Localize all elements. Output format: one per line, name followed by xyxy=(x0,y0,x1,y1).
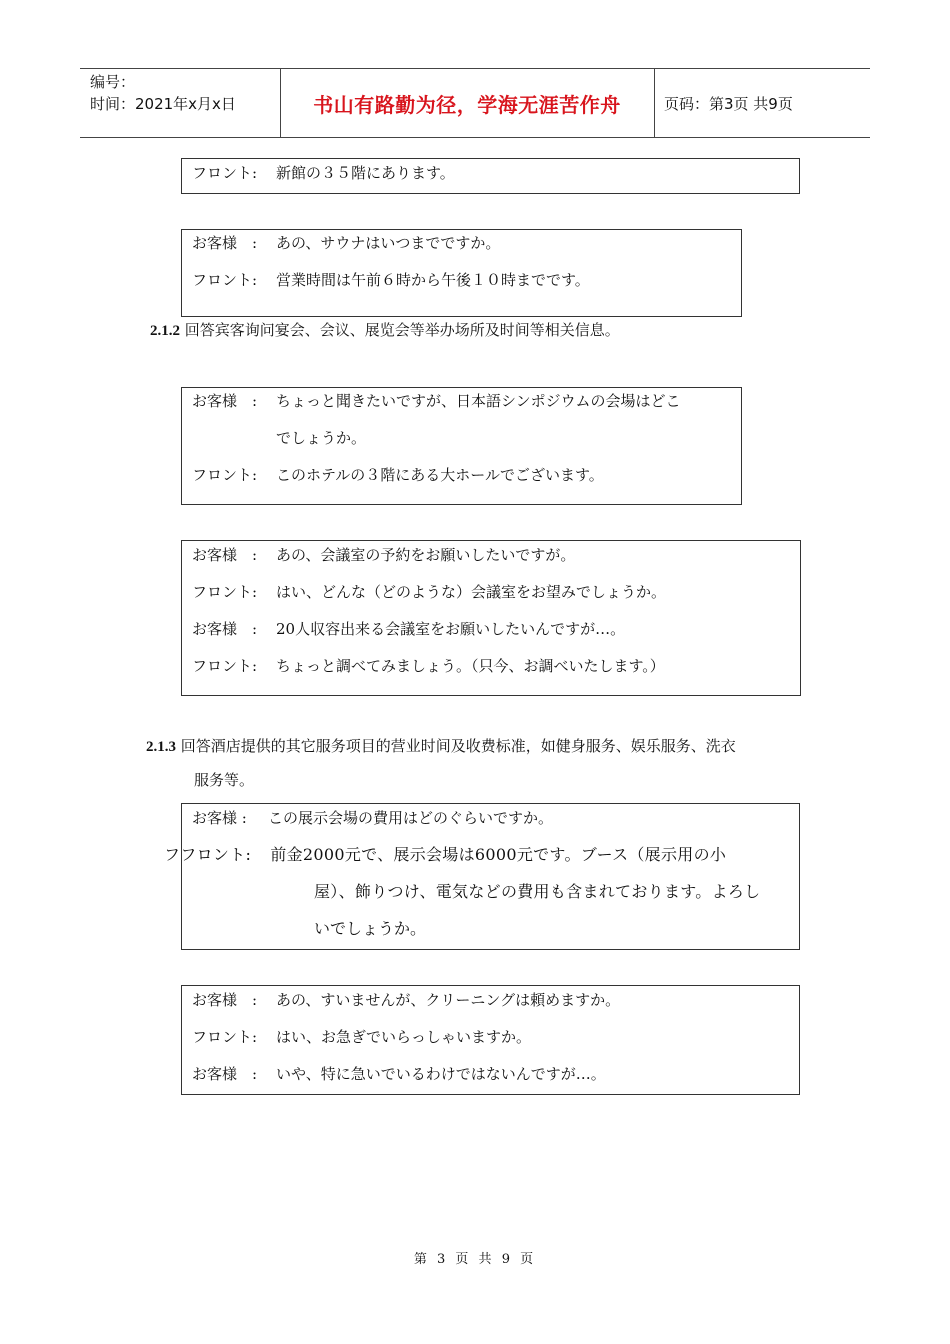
dialog-line xyxy=(192,391,680,411)
dialog-line xyxy=(164,845,726,865)
dialog-line xyxy=(192,163,455,183)
utterance: 20人収容出来る会議室をお願いしたいんですが…。 xyxy=(276,620,626,638)
utterance: このホテルの３階にある大ホールでございます。 xyxy=(276,466,604,484)
dialog-line-continuation: いでしょうか。 xyxy=(314,919,427,938)
section-heading-2-1-3 xyxy=(146,736,736,757)
speaker: お客様 : xyxy=(192,546,258,564)
dialog-line xyxy=(192,619,625,639)
section-number: 2.1.2 xyxy=(150,323,180,339)
speaker: フロント: xyxy=(192,583,258,601)
utterance: あの、すいませんが、クリーニングは頼めますか。 xyxy=(276,991,621,1009)
dialog-line xyxy=(192,270,590,290)
dialog-line xyxy=(192,465,604,485)
utterance: 前金2000元で、展示会場は6000元です。ブース（展示用の小 xyxy=(270,845,727,864)
motto: 书山有路勤为径，学海无涯苦作舟 xyxy=(313,92,621,117)
dialog-line xyxy=(192,990,620,1010)
section-text-continuation: 服务等。 xyxy=(194,771,255,789)
utterance: はい、お急ぎでいらっしゃいますか。 xyxy=(276,1028,532,1046)
speaker: お客様 : xyxy=(192,392,258,410)
utterance: あの、サウナはいつまでですか。 xyxy=(276,234,501,252)
utterance: あの、会議室の予約をお願いしたいですが。 xyxy=(276,546,576,564)
time-label: 时间：2021年x月x日 xyxy=(90,95,236,113)
header-meta-cell xyxy=(80,69,280,137)
dialog-line xyxy=(192,545,575,565)
speaker: フロント: xyxy=(192,466,258,484)
header-table xyxy=(80,68,870,138)
dialog-line xyxy=(192,808,553,828)
utterance: この展示会場の費用はどのぐらいですか。 xyxy=(268,809,554,827)
stray-character: フ xyxy=(164,845,181,864)
page-info: 页码：第3页 共9页 xyxy=(664,94,793,113)
speaker: お客様 : xyxy=(192,620,258,638)
dialog-line xyxy=(192,656,665,676)
speaker: お客様 : xyxy=(192,234,258,252)
speaker: フロント: xyxy=(180,845,252,864)
dialog-line-continuation: でしょうか。 xyxy=(276,429,367,447)
speaker: お客様 : xyxy=(192,809,247,827)
utterance: ちょっと聞きたいですが、日本語シンポジウムの会場はどこ xyxy=(276,392,681,410)
dialog-line xyxy=(192,1064,606,1084)
page-footer: 第 3 页 共 9 页 xyxy=(413,1252,537,1267)
utterance: ちょっと調べてみましょう。（只今、お調べいたします。） xyxy=(276,657,665,675)
utterance: 新館の３５階にあります。 xyxy=(276,164,455,182)
dialog-line xyxy=(192,582,666,602)
dialog-line-continuation: 屋）、飾りつけ、電気などの費用も含まれております。よろし xyxy=(314,882,761,901)
section-heading-2-1-2 xyxy=(150,320,620,341)
speaker: フロント: xyxy=(192,657,258,675)
speaker: お客様 : xyxy=(192,991,258,1009)
utterance: いや、特に急いでいるわけではないんですが…。 xyxy=(276,1065,606,1083)
speaker: フロント: xyxy=(192,164,258,182)
section-number: 2.1.3 xyxy=(146,739,176,755)
dialog-line xyxy=(192,233,500,253)
speaker: フロント: xyxy=(192,271,258,289)
speaker: フロント: xyxy=(192,1028,258,1046)
utterance: 営業時間は午前６時から午後１０時までです。 xyxy=(276,271,590,289)
utterance: はい、どんな（どのような）会議室をお望みでしょうか。 xyxy=(276,583,667,601)
speaker: お客様 : xyxy=(192,1065,258,1083)
section-text: 回答宾客询问宴会、会议、展览会等举办场所及时间等相关信息。 xyxy=(184,321,620,339)
dialog-line xyxy=(192,1027,531,1047)
number-label: 编号： xyxy=(90,73,136,91)
section-text: 回答酒店提供的其它服务项目的营业时间及收费标准，如健身服务、娱乐服务、洗衣 xyxy=(180,737,736,755)
